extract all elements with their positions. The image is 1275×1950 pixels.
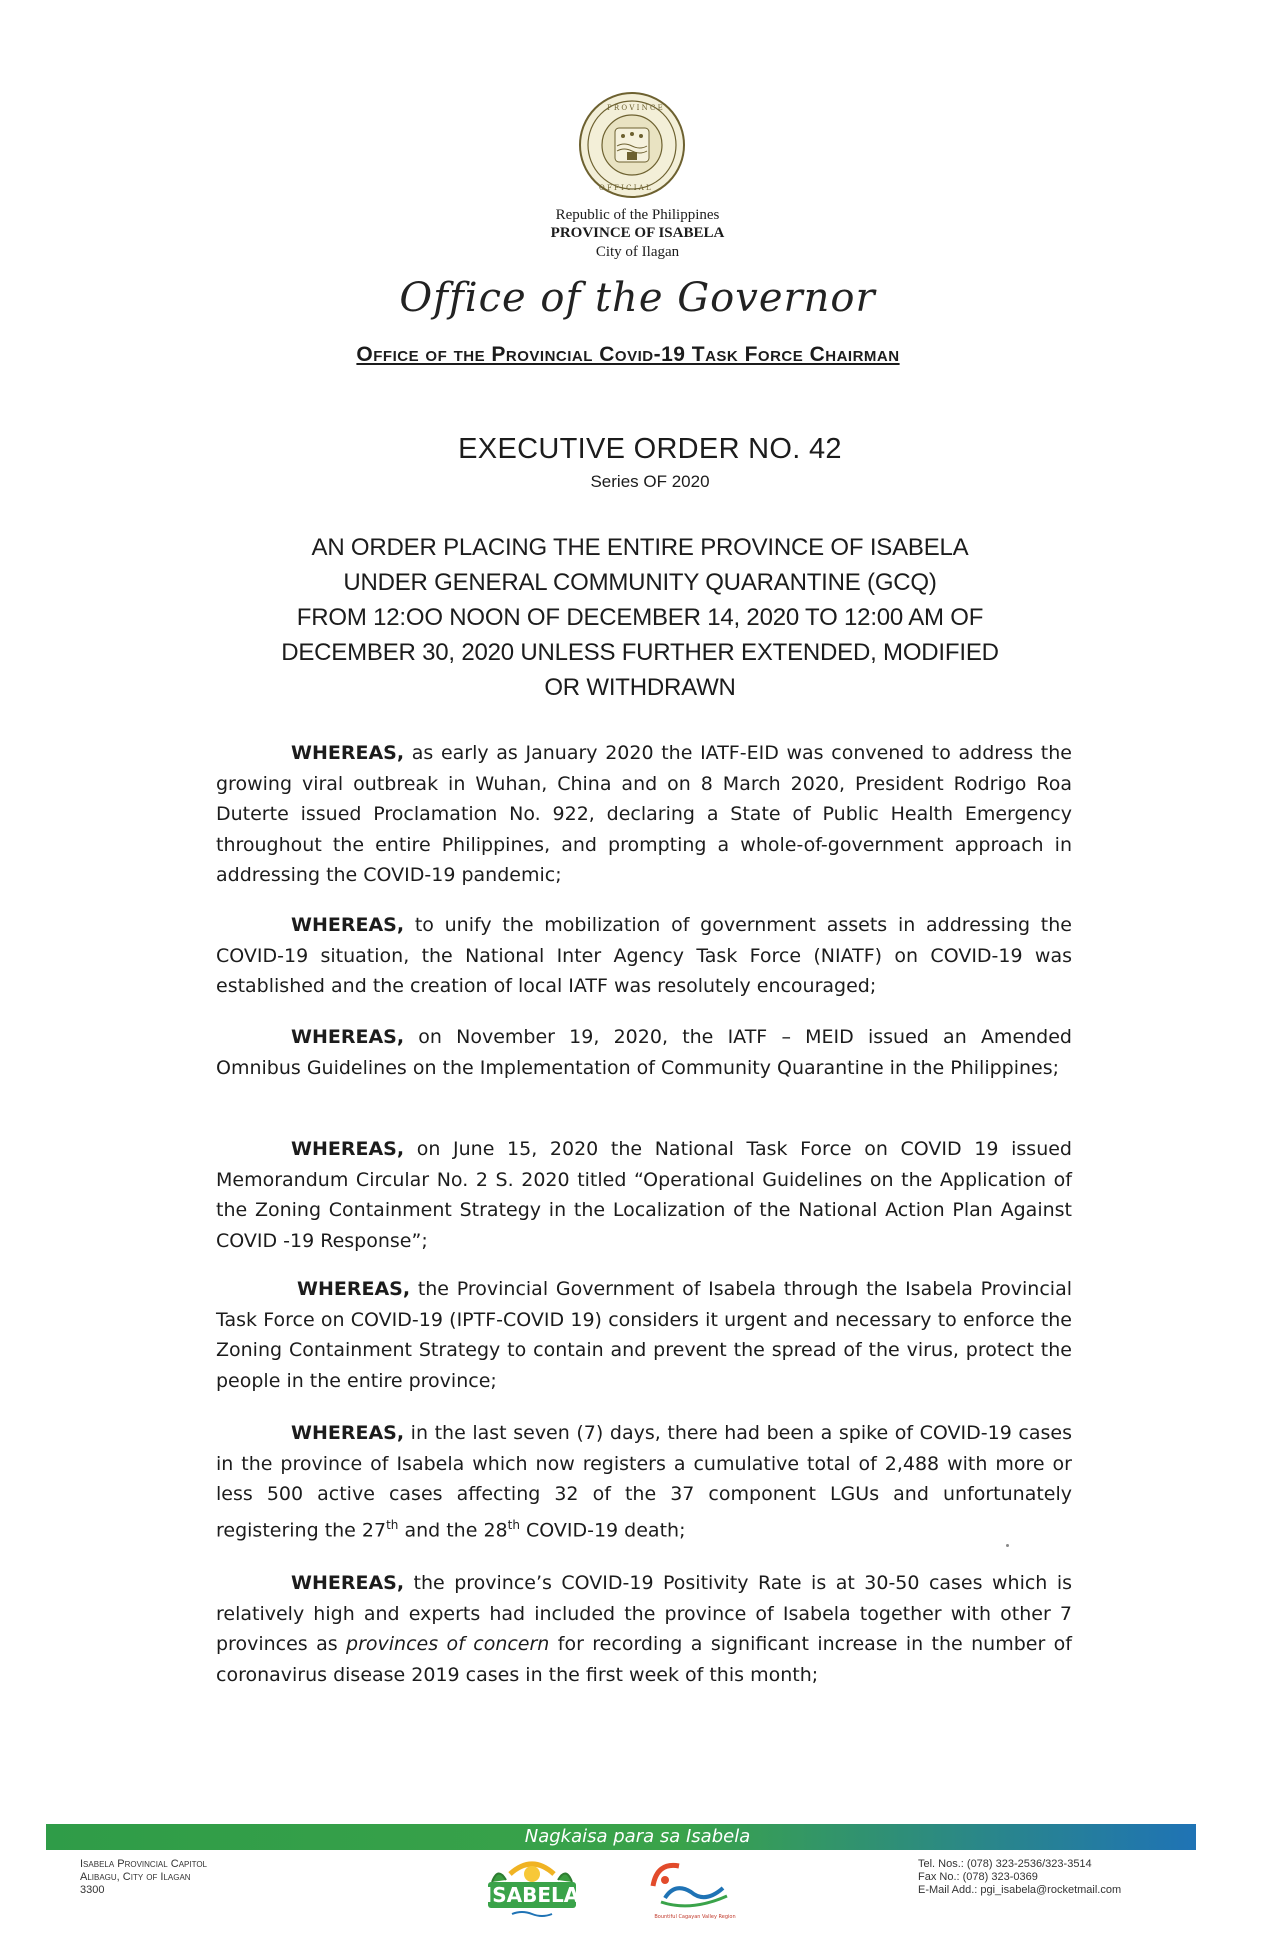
- fax-line: Fax No.: (078) 323-0369: [918, 1871, 1038, 1883]
- telephone-line: Tel. Nos.: (078) 323-2536/323-3514: [918, 1858, 1092, 1870]
- province-line: PROVINCE OF ISABELA: [550, 225, 725, 241]
- address-line: Alibagu, City of Ilagan: [80, 1871, 191, 1883]
- whereas-paragraph: [216, 1022, 1072, 1083]
- whereas-lead: WHEREAS,: [291, 914, 405, 936]
- paragraph-text: the Provincial Government of Isabela through the Isabela Provincial Task Force on COVID-19 (IPTF-COVID 19) considers it urgent and necessary to enforce the Zoning Containment Strategy to contain and prevent the spread of the virus, protect the people in the entire province;: [216, 1278, 1072, 1392]
- whereas-paragraph: [216, 1418, 1072, 1545]
- whereas-lead: WHEREAS,: [297, 1278, 411, 1300]
- scan-speck: [1006, 1544, 1009, 1547]
- order-title-line: OR WITHDRAWN: [544, 674, 736, 701]
- emphasis-text: provinces of concern: [346, 1633, 550, 1655]
- executive-order-series: Series OF 2020: [590, 472, 710, 491]
- order-title-line: UNDER GENERAL COMMUNITY QUARANTINE (GCQ): [343, 569, 937, 596]
- cagayan-valley-logo: [635, 1852, 755, 1922]
- whereas-lead: WHEREAS,: [291, 1422, 405, 1444]
- paragraph-text: COVID-19 death;: [519, 1518, 686, 1541]
- svg-text:P R O V I N C E: P R O V I N C E: [607, 104, 663, 112]
- footer-tagline: Nagkaisa para sa Isabela: [524, 1826, 751, 1847]
- whereas-lead: WHEREAS,: [291, 742, 405, 764]
- address-line: Isabela Provincial Capitol: [80, 1858, 208, 1870]
- paragraph-text: as early as January 2020 the IATF-EID was convened to address the growing viral outbreak in Wuhan, China and on 8 March 2020, President Rodrigo Roa Duterte issued Proclamation No. 922, declaring a State of Public Health Emergency throughout the entire Philippines, and prompting a whole-of-government approach in addressing the COVID-19 pandemic;: [216, 742, 1072, 886]
- whereas-paragraph: [216, 738, 1072, 891]
- order-title: [230, 530, 1050, 705]
- ordinal-suffix: th: [386, 1517, 399, 1532]
- paragraph-text: for recording a significant increase in the number of coronavirus disease 2019 cases in the first week of this month;: [216, 1633, 1072, 1686]
- order-title-line: DECEMBER 30, 2020 UNLESS FURTHER EXTENDED, MODIFIED: [281, 639, 999, 666]
- whereas-lead: WHEREAS,: [291, 1026, 405, 1048]
- isabela-logo: [472, 1852, 592, 1922]
- order-title-line: AN ORDER PLACING THE ENTIRE PROVINCE OF ISABELA: [311, 534, 969, 561]
- whereas-paragraph: [216, 1274, 1072, 1396]
- paragraph-text: on June 15, 2020 the National Task Force on COVID 19 issued Memorandum Circular No. 2 S. 2020 titled “Operational Guidelines on the Application of the Zoning Containment Strategy in the Localization of the National Action Plan Against COVID -19 Response”;: [216, 1138, 1072, 1252]
- footer-contacts: [918, 1858, 1121, 1897]
- republic-line: Republic of the Philippines: [555, 207, 720, 223]
- whereas-paragraph: [216, 1568, 1072, 1690]
- email-line: E-Mail Add.: pgi_isabela@rocketmail.com: [918, 1884, 1122, 1896]
- order-title-line: FROM 12:OO NOON OF DECEMBER 14, 2020 TO 12:00 AM OF: [296, 604, 984, 631]
- whereas-paragraph: [216, 1134, 1072, 1256]
- paragraph-text: and the 28: [398, 1518, 508, 1541]
- paragraph-text: the province’s COVID-19 Positivity Rate is at 30-50 cases which is relatively high and experts had included the province of Isabela together with other 7 provinces as: [216, 1572, 1072, 1655]
- whereas-lead: WHEREAS,: [291, 1138, 405, 1160]
- paragraph-text: to unify the mobilization of government assets in addressing the COVID-19 situation, the National Inter Agency Task Force (NIATF) on COVID-19 was established and the creation of local IATF was resolutely encouraged;: [216, 914, 1072, 997]
- paragraph-text: in the last seven (7) days, there had been a spike of COVID-19 cases in the province of Isabela which now registers a cumulative total of 2,488 with more or less 500 active cases affecting 32 of the 37 component LGUs and unfortunately registering the 27: [216, 1422, 1072, 1541]
- task-force-heading: Office of the Provincial Covid-19 Task Force Chairman: [356, 343, 900, 366]
- footer-address: [80, 1858, 207, 1897]
- whereas-paragraph: [216, 910, 1072, 1002]
- isabela-logo-text: ISABELA: [484, 1883, 580, 1907]
- region-logo-text: Bountiful Cagayan Valley Region: [654, 1914, 736, 1920]
- svg-text:O F F I C I A L: O F F I C I A L: [599, 184, 651, 192]
- executive-order-number: EXECUTIVE ORDER NO. 42: [458, 433, 842, 465]
- address-line: 3300: [80, 1884, 105, 1896]
- city-line: City of Ilagan: [595, 244, 680, 260]
- paragraph-text: on November 19, 2020, the IATF – MEID issued an Amended Omnibus Guidelines on the Implementation of Community Quarantine in the Philippines;: [216, 1026, 1072, 1079]
- whereas-lead: WHEREAS,: [291, 1572, 405, 1594]
- province-seal: [577, 90, 687, 200]
- office-of-governor: Office of the Governor: [399, 275, 876, 321]
- ordinal-suffix: th: [507, 1517, 520, 1532]
